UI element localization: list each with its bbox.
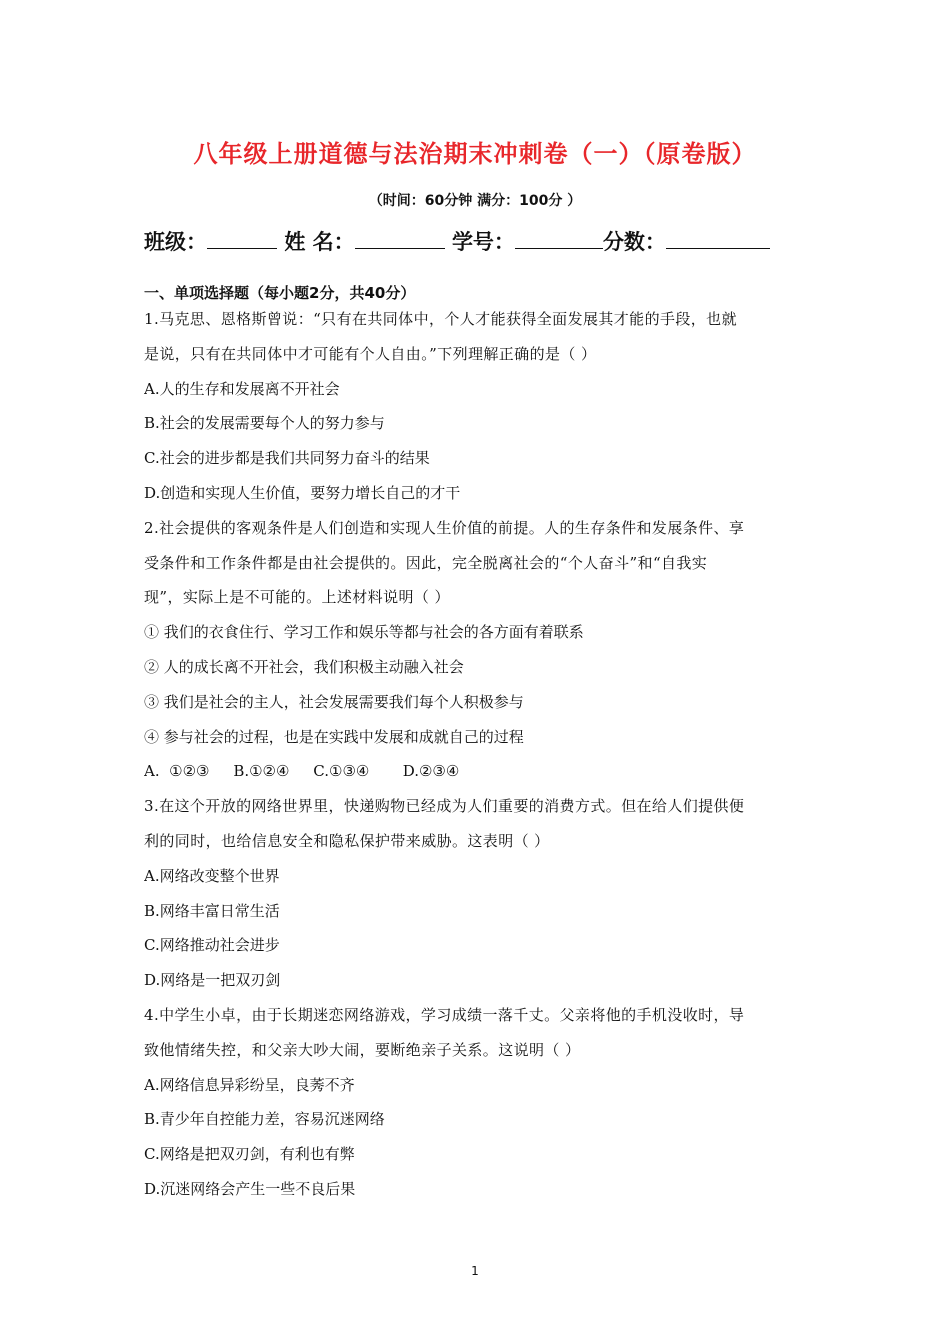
statement-item: ① 我们的衣食住行、学习工作和娱乐等都与社会的各方面有着联系 bbox=[144, 623, 584, 642]
student-no-label: 学号： bbox=[451, 230, 515, 254]
answer-option: A.人的生存和发展离不开社会 bbox=[144, 379, 340, 398]
score-blank[interactable] bbox=[666, 228, 770, 249]
question-text: 致他情绪失控，和父亲大吵大闹，要断绝亲子关系。这说明（ ） bbox=[144, 1040, 581, 1059]
question-text: 是说，只有在共同体中才可能有个人自由。”下列理解正确的是（ ） bbox=[144, 344, 597, 363]
answer-option: A.网络改变整个世界 bbox=[144, 866, 280, 885]
question-text: 2.社会提供的客观条件是人们创造和实现人生价值的前提。人的生存条件和发展条件、享 bbox=[144, 518, 745, 537]
class-label: 班级： bbox=[144, 230, 207, 254]
name-blank[interactable] bbox=[355, 228, 445, 249]
section-heading: 一、单项选择题（每小题2分，共40分） bbox=[144, 284, 416, 302]
question-text: 现”，实际上是不可能的。上述材料说明（ ） bbox=[144, 588, 450, 607]
answer-option: C.社会的进步都是我们共同努力奋斗的结果 bbox=[144, 449, 430, 468]
exam-title: 八年级上册道德与法治期末冲刺卷（一）（原卷版） bbox=[193, 140, 757, 168]
answer-option: C.网络推动社会进步 bbox=[144, 936, 280, 955]
answer-option: A.网络信息异彩纷呈，良莠不齐 bbox=[144, 1075, 355, 1094]
question-text: 利的同时，也给信息安全和隐私保护带来威胁。这表明（ ） bbox=[144, 831, 550, 850]
answer-option: C.网络是把双刃剑，有利也有弊 bbox=[144, 1145, 355, 1164]
question-list bbox=[144, 302, 810, 1207]
answer-option: B.青少年自控能力差，容易沉迷网络 bbox=[144, 1110, 385, 1129]
question-text: 受条件和工作条件都是由社会提供的。因此，完全脱离社会的“个人奋斗”和“自我实 bbox=[144, 553, 708, 572]
score-label: 分数： bbox=[602, 230, 666, 254]
answer-options-row: A. ①②③ B.①②④ C.①③④ D.②③④ bbox=[144, 762, 460, 781]
statement-item: ③ 我们是社会的主人，社会发展需要我们每个人积极参与 bbox=[144, 692, 524, 711]
statement-item: ② 人的成长离不开社会，我们积极主动融入社会 bbox=[144, 657, 464, 676]
question-text: 3.在这个开放的网络世界里，快递购物已经成为人们重要的消费方式。但在给人们提供便 bbox=[144, 797, 745, 816]
exam-time-and-score: （时间：60分钟 满分：100分 ） bbox=[368, 193, 582, 209]
statement-item: ④ 参与社会的过程，也是在实践中发展和成就自己的过程 bbox=[144, 727, 524, 746]
name-label: 姓 名： bbox=[284, 230, 355, 254]
answer-option: B.网络丰富日常生活 bbox=[144, 901, 280, 920]
question-text: 1.马克思、恩格斯曾说：“只有在共同体中，个人才能获得全面发展其才能的手段，也就 bbox=[144, 310, 737, 328]
answer-option: B.社会的发展需要每个人的努力参与 bbox=[144, 414, 385, 433]
student-info-line bbox=[144, 226, 844, 256]
question-text: 4.中学生小卓，由于长期迷恋网络游戏，学习成绩一落千丈。父亲将他的手机没收时，导 bbox=[144, 1005, 745, 1024]
answer-option: D.创造和实现人生价值，要努力增长自己的才干 bbox=[144, 483, 461, 502]
student-no-blank[interactable] bbox=[515, 228, 603, 249]
class-blank[interactable] bbox=[207, 228, 277, 249]
page-number: 1 bbox=[471, 1264, 479, 1278]
answer-option: D.网络是一把双刃剑 bbox=[144, 971, 281, 990]
answer-option: D.沉迷网络会产生一些不良后果 bbox=[144, 1179, 356, 1198]
